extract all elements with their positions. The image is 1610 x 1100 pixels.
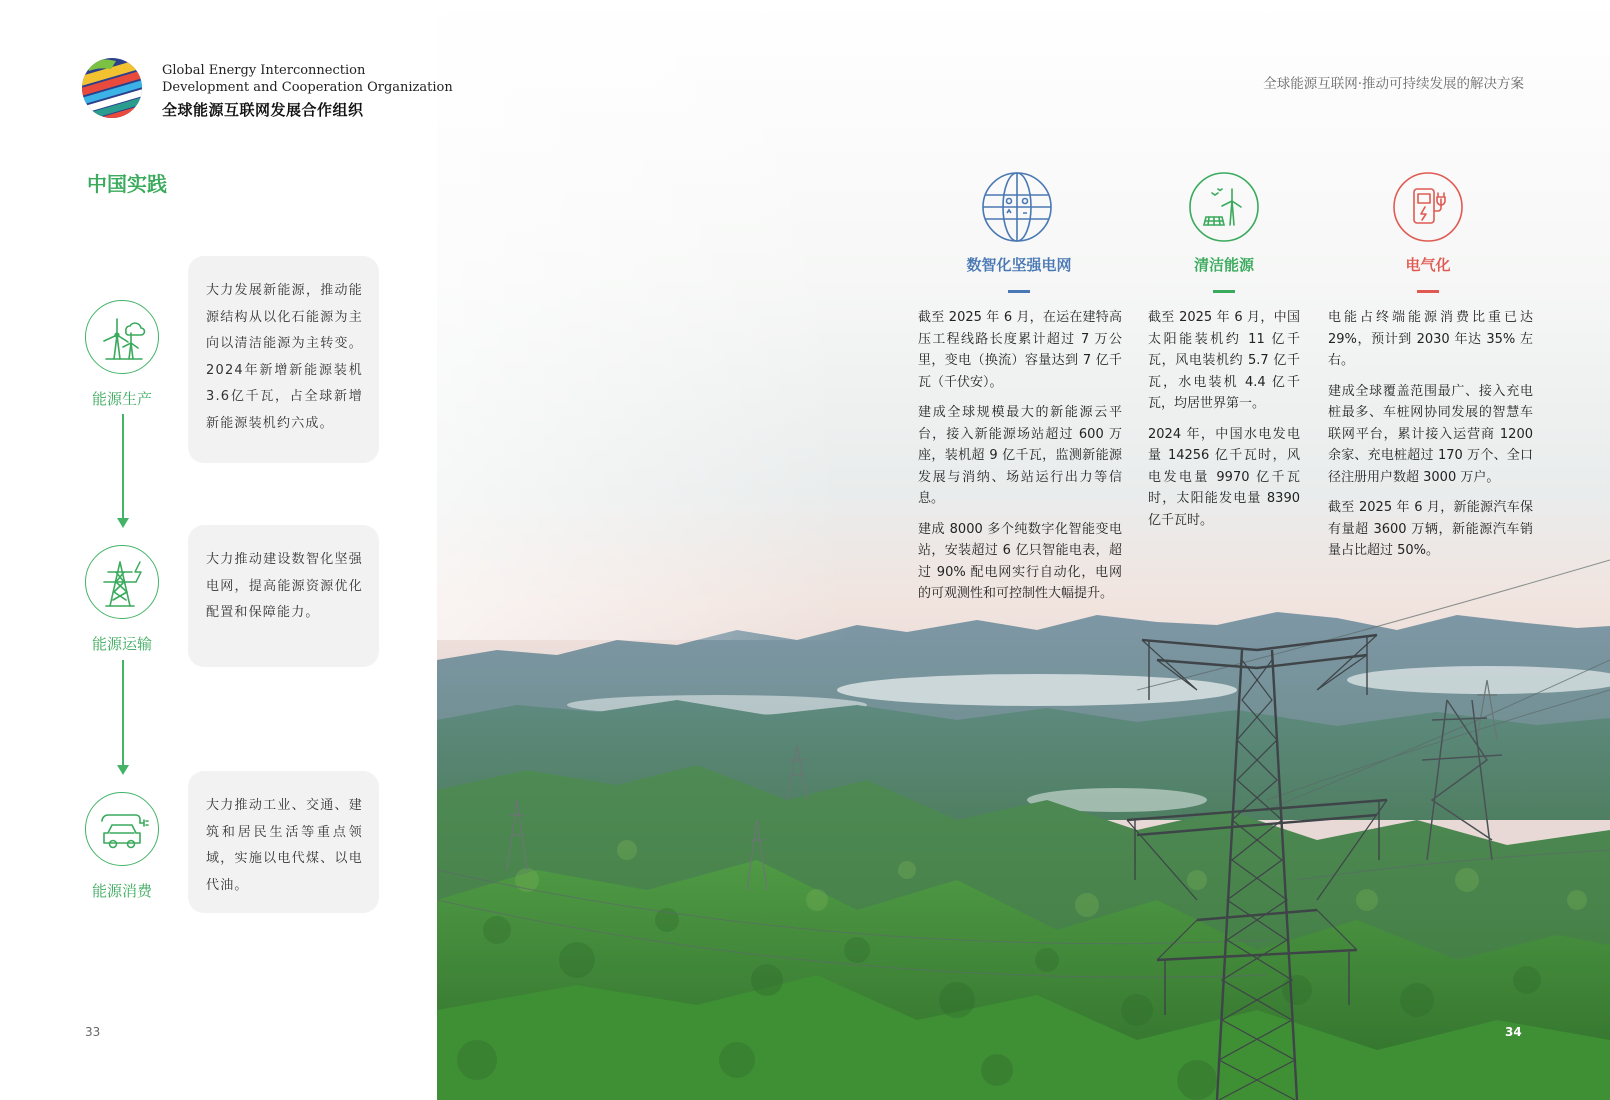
- column-title-electrification: 电气化: [1405, 256, 1451, 274]
- paragraph: 截至 2025 年 6 月，在运在建特高压工程线路长度累计超过 7 万公里，变电（换流）容量达到 7 亿千瓦（千伏安）。: [918, 310, 1122, 390]
- paragraph: 建成 8000 多个纯数字化智能变电站，安装超过 6 亿只智能电表，超过 90% 配电网实行自动化，电网的可观测性和可控制性大幅提升。: [918, 521, 1122, 601]
- arrow-down-icon: [117, 518, 129, 528]
- paragraph: 截至 2025 年 6 月，新能源汽车保有量超 3600 万辆，新能源汽车销量占比超过 50%。: [1328, 500, 1533, 558]
- paragraph: 建成全球规模最大的新能源云平台，接入新能源场站超过 600 万座，装机超 9 亿千瓦，监测新能源发展与消纳、场站运行出力等信息。: [918, 405, 1122, 506]
- organization-name-chinese: 全球能源互联网发展合作组织: [162, 101, 364, 119]
- column-title-underline: [1213, 290, 1235, 293]
- transmission-tower-icon: [85, 545, 159, 619]
- electric-car-icon: [85, 792, 159, 866]
- stage-card-transmission: 大力推动建设数智化坚强电网，提高能源资源优化配置和保障能力。: [188, 525, 379, 667]
- organization-name-english: Global Energy Interconnection Development and Cooperation Organization: [162, 63, 453, 95]
- stage-label-energy-consumption: 能源消费: [91, 882, 152, 900]
- paragraph: 截至 2025 年 6 月，中国太阳能装机约 11 亿千瓦，风电装机约 5.7 亿千瓦，水电装机 4.4 亿千瓦，均居世界第一。: [1148, 310, 1300, 411]
- column-title-smart-grid: 数智化坚强电网: [966, 256, 1072, 274]
- charging-station-icon: [1392, 171, 1464, 243]
- column-text-electrification: [1328, 307, 1533, 571]
- stage-label-energy-production: 能源生产: [91, 390, 152, 408]
- paragraph: 建成全球覆盖范围最广、接入充电桩最多、车桩网协同发展的智慧车联网平台，累计接入运营商 1200 余家、充电桩超过 170 万个、全口径注册用户数超 3000 万户。: [1328, 383, 1533, 485]
- section-title: 中国实践: [87, 172, 167, 196]
- stage-card-production: 大力发展新能源，推动能源结构从以化石能源为主向以清洁能源为主转变。2024年新增新能源装机3.6亿千瓦，占全球新增新能源装机约六成。: [188, 256, 379, 463]
- organization-logo: [81, 57, 143, 119]
- publication-title: 全球能源互联网·推动可持续发展的解决方案: [1263, 76, 1524, 92]
- page-number-right: 34: [1505, 1025, 1522, 1039]
- arrow-down-icon: [117, 765, 129, 775]
- flow-connector: [122, 660, 124, 765]
- column-text-smart-grid: [918, 307, 1122, 614]
- paragraph: 2024 年，中国水电发电量 14256 亿千瓦时，风电发电量 9970 亿千瓦时，太阳能发电量 8390 亿千瓦时。: [1148, 426, 1300, 528]
- column-text-clean-energy: [1148, 307, 1300, 540]
- wind-turbine-icon: [85, 300, 159, 374]
- page-number-left: 33: [85, 1025, 101, 1039]
- stage-label-energy-transmission: 能源运输: [91, 635, 152, 653]
- smart-grid-globe-icon: [981, 171, 1053, 243]
- clean-energy-icon: [1188, 171, 1260, 243]
- column-title-underline: [1008, 290, 1030, 293]
- paragraph: 电能占终端能源消费比重已达 29%，预计到 2030 年达 35% 左右。: [1328, 310, 1533, 368]
- column-title-clean-energy: 清洁能源: [1193, 256, 1254, 274]
- flow-connector: [122, 414, 124, 518]
- column-title-underline: [1417, 290, 1439, 293]
- stage-card-consumption: 大力推动工业、交通、建筑和居民生活等重点领域，实施以电代煤、以电代油。: [188, 771, 379, 913]
